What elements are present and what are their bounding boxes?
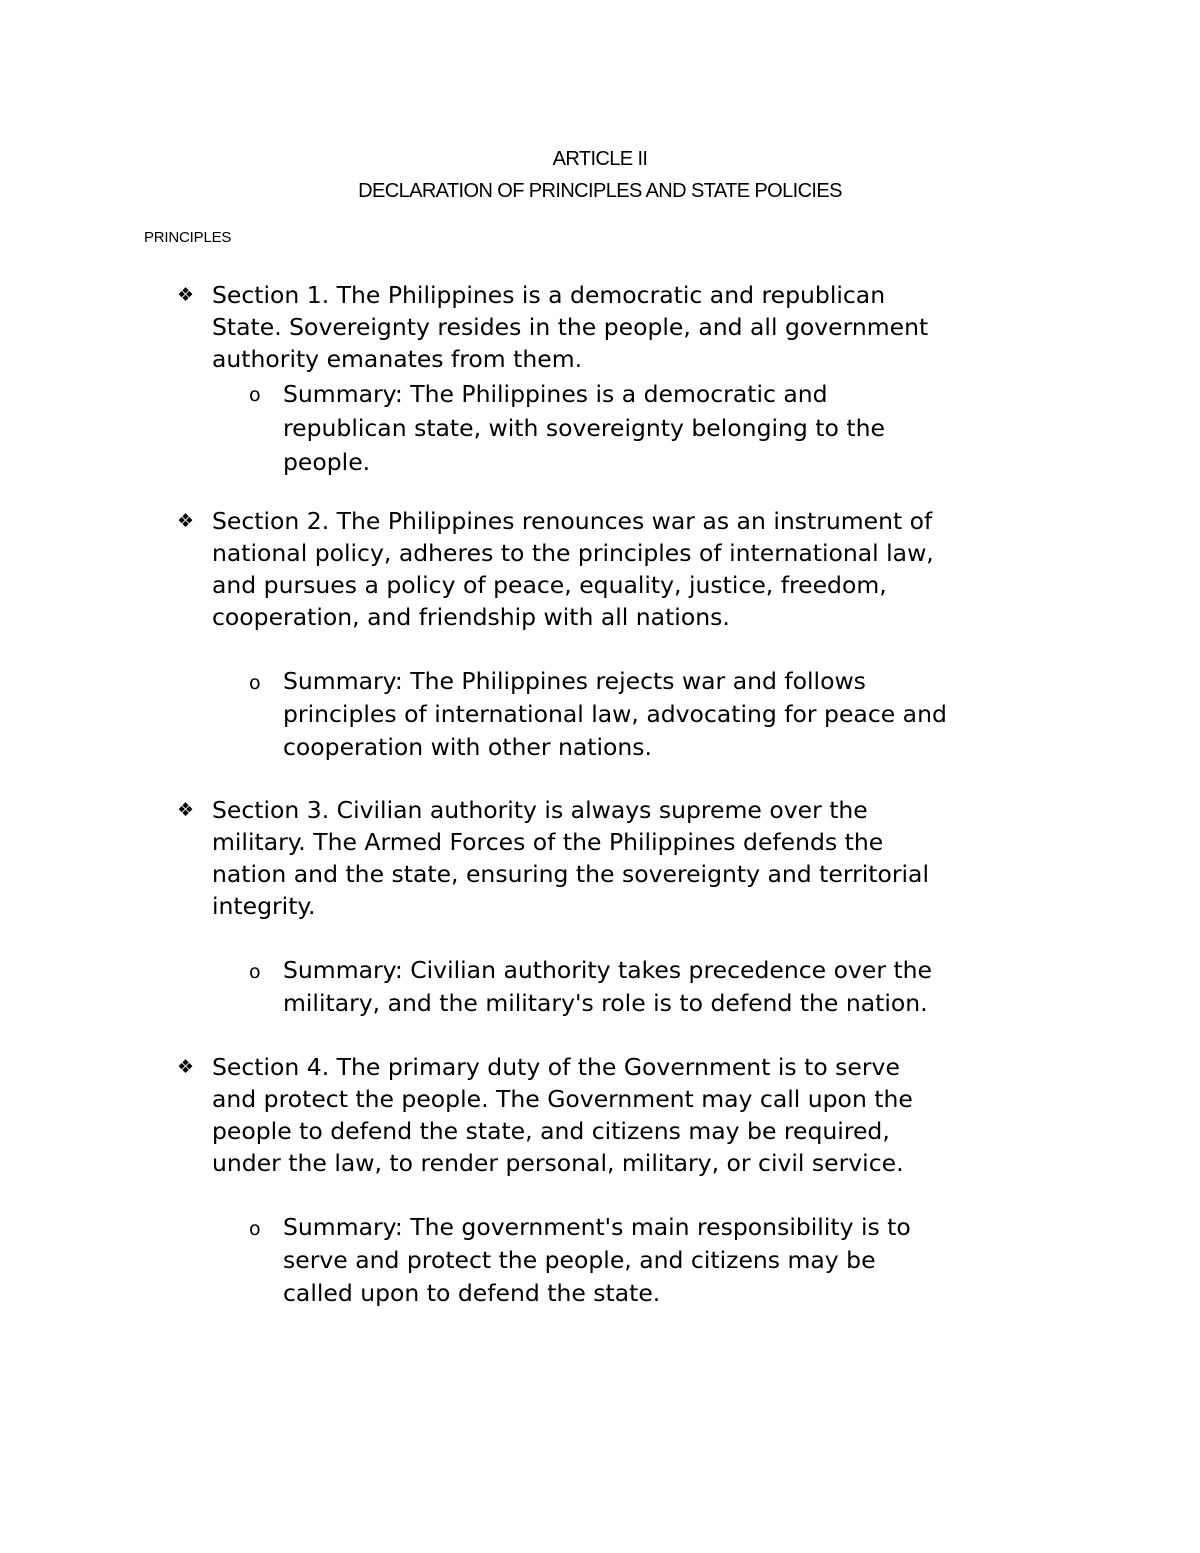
section-3 [177, 794, 1077, 1020]
summary-text [177, 665, 1077, 764]
section-text [177, 1051, 1077, 1179]
section-line: and pursues a policy of peace, equality, justice, freedom, [212, 571, 887, 599]
summary-line: cooperation with other nations. [283, 733, 653, 761]
summary-line: Summary: The Philippines rejects war and follows [283, 667, 866, 695]
section-line: people to defend the state, and citizens may be required, [212, 1117, 890, 1145]
circle-bullet-icon: o [249, 672, 261, 694]
diamond-bullet-icon: ❖ [177, 510, 195, 532]
section-line: cooperation, and friendship with all nations. [212, 603, 730, 631]
summary-line: Summary: The government's main responsibility is to [283, 1213, 911, 1241]
section-4 [177, 1051, 1077, 1310]
section-line: authority emanates from them. [212, 345, 583, 373]
section-line: integrity. [212, 892, 316, 920]
section-line: Section 2. The Philippines renounces war as an instrument of [212, 507, 933, 535]
summary-line: republican state, with sovereignty belonging to the [283, 414, 885, 442]
section-text [177, 505, 1077, 633]
summary-line: called upon to defend the state. [283, 1279, 661, 1307]
section-2 [177, 505, 1077, 764]
summary-line: people. [283, 448, 371, 476]
section-line: nation and the state, ensuring the sovereignty and territorial [212, 860, 929, 888]
summary-text [177, 377, 1077, 479]
principles-heading: PRINCIPLES [144, 229, 232, 246]
circle-bullet-icon: o [249, 384, 261, 406]
section-line: Section 4. The primary duty of the Government is to serve [212, 1053, 900, 1081]
article-subtitle: DECLARATION OF PRINCIPLES AND STATE POLICIES [358, 180, 842, 202]
section-line: State. Sovereignty resides in the people, and all government [212, 313, 929, 341]
section-line: Section 1. The Philippines is a democratic and republican [212, 281, 886, 309]
section-line: and protect the people. The Government may call upon the [212, 1085, 913, 1113]
section-text [177, 279, 1077, 375]
section-line: national policy, adheres to the principles of international law, [212, 539, 934, 567]
section-line: military. The Armed Forces of the Philippines defends the [212, 828, 884, 856]
summary-text [177, 954, 1077, 1020]
diamond-bullet-icon: ❖ [177, 799, 195, 821]
summary-line: Summary: Civilian authority takes precedence over the [283, 956, 933, 984]
summary-line: principles of international law, advocating for peace and [283, 700, 947, 728]
title-block [0, 143, 1200, 207]
section-text [177, 794, 1077, 922]
section-line: under the law, to render personal, military, or civil service. [212, 1149, 904, 1177]
summary-text [177, 1211, 1077, 1310]
section-line: Section 3. Civilian authority is always supreme over the [212, 796, 868, 824]
article-title: ARTICLE II [552, 148, 648, 170]
circle-bullet-icon: o [249, 961, 261, 983]
circle-bullet-icon: o [249, 1218, 261, 1240]
diamond-bullet-icon: ❖ [177, 284, 195, 306]
summary-line: serve and protect the people, and citizens may be [283, 1246, 876, 1274]
summary-line: Summary: The Philippines is a democratic and [283, 380, 828, 408]
diamond-bullet-icon: ❖ [177, 1056, 195, 1078]
section-1 [177, 279, 1077, 479]
summary-line: military, and the military's role is to defend the nation. [283, 989, 928, 1017]
